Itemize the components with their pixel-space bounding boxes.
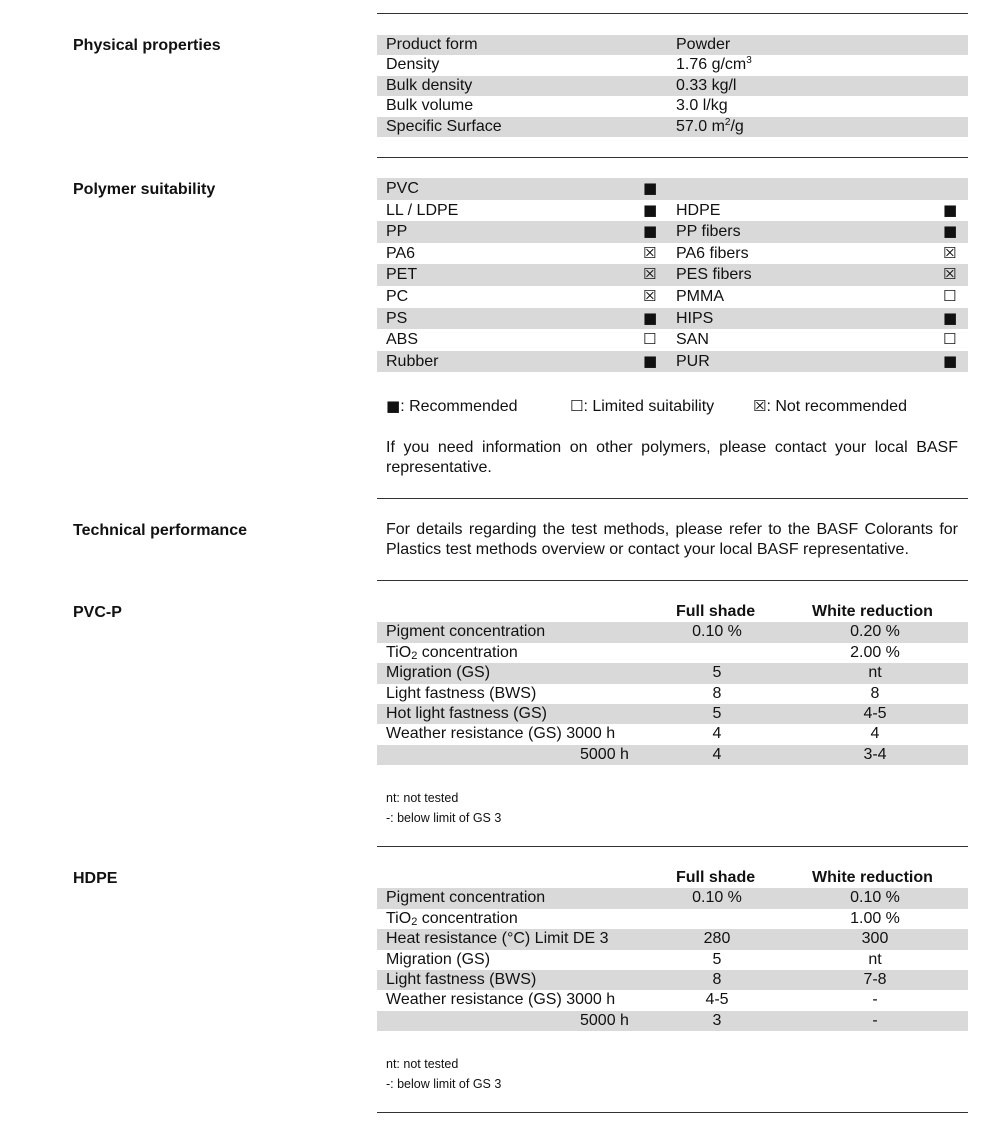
section-title-physical-properties: Physical properties bbox=[73, 37, 221, 54]
polymer-label: PC bbox=[386, 287, 409, 305]
property-value: 0.33 kg/l bbox=[676, 76, 737, 94]
table-row bbox=[377, 888, 968, 908]
suitability-icon: ■ bbox=[943, 308, 958, 327]
suitability-icon: ■ bbox=[943, 222, 958, 241]
full-shade-value: 5 bbox=[712, 950, 722, 968]
suitability-icon: ■ bbox=[643, 308, 658, 327]
full-shade-value: 8 bbox=[712, 684, 722, 702]
table-row bbox=[377, 351, 968, 373]
table-row bbox=[377, 55, 968, 75]
legend-limited: ☐: Limited suitability bbox=[570, 397, 715, 415]
divider bbox=[377, 498, 968, 499]
table-row bbox=[377, 221, 968, 243]
property-value: Powder bbox=[676, 36, 731, 53]
divider-top bbox=[377, 13, 968, 14]
white-reduction-value: 4 bbox=[870, 725, 880, 743]
table-row bbox=[377, 117, 968, 137]
property-value: 57.0 $m^2/g$ bbox=[676, 116, 744, 135]
row-label: Light fastness (BWS) bbox=[386, 684, 537, 702]
full-shade-value: 3 bbox=[712, 1011, 722, 1029]
white-reduction-value: 0.20 % bbox=[850, 623, 900, 641]
table-row bbox=[377, 929, 968, 949]
table-row bbox=[377, 909, 968, 929]
table-row bbox=[377, 1011, 968, 1031]
legend-not-recommended: ☒: Not recommended bbox=[753, 397, 907, 415]
note-not-tested: nt: not tested bbox=[386, 1057, 459, 1071]
pvc-p-table bbox=[377, 602, 968, 765]
row-label: Pigment concentration bbox=[386, 889, 546, 907]
full-shade-value: 4 bbox=[712, 725, 722, 743]
suitability-icon: ☒ bbox=[643, 286, 657, 305]
table-row bbox=[377, 684, 968, 704]
table-row bbox=[377, 200, 968, 222]
property-value: 1.76 $g/cm^3$ bbox=[676, 55, 752, 74]
table-row bbox=[377, 663, 968, 683]
polymer-suitability-table bbox=[377, 178, 968, 372]
divider bbox=[377, 580, 968, 581]
note-below-limit: -: below limit of GS 3 bbox=[386, 811, 502, 825]
suitability-icon: ☒ bbox=[943, 243, 957, 262]
polymer-contact-note: If you need information on other polymers, please contact your local BASF representative. bbox=[386, 439, 958, 477]
polymer-label: ABS bbox=[386, 331, 419, 349]
white-reduction-value: 1.00 % bbox=[850, 909, 900, 927]
section-title-pvc-p: PVC-P bbox=[73, 604, 122, 621]
table-row bbox=[377, 96, 968, 116]
polymer-label: PMMA bbox=[676, 287, 724, 305]
polymer-label: PUR bbox=[676, 352, 710, 370]
column-header-full-shade: Full shade bbox=[676, 603, 756, 620]
full-shade-value: 8 bbox=[712, 970, 722, 988]
white-reduction-value: nt bbox=[868, 664, 882, 682]
divider-bottom bbox=[377, 1112, 968, 1113]
full-shade-value: 0.10 % bbox=[692, 889, 742, 907]
row-label: Weather resistance (GS) 3000 h bbox=[386, 725, 616, 743]
suitability-icon: ■ bbox=[643, 222, 658, 241]
divider bbox=[377, 846, 968, 847]
full-shade-value: 4-5 bbox=[705, 991, 729, 1009]
white-reduction-value: 3-4 bbox=[863, 745, 887, 763]
polymer-label: PP fibers bbox=[676, 223, 741, 241]
white-reduction-value: 8 bbox=[870, 684, 880, 702]
table-row bbox=[377, 970, 968, 990]
suitability-icon: ☒ bbox=[643, 243, 657, 262]
white-reduction-value: - bbox=[872, 991, 878, 1009]
column-header-full-shade: Full shade bbox=[676, 869, 756, 886]
white-reduction-value: 4-5 bbox=[863, 704, 887, 722]
section-title-polymer-suitability: Polymer suitability bbox=[73, 181, 216, 198]
row-label: Heat resistance (°C) Limit DE 3 bbox=[386, 930, 609, 948]
table-row bbox=[377, 643, 968, 663]
hdpe-table bbox=[377, 868, 968, 1031]
polymer-label: PES fibers bbox=[676, 266, 752, 284]
table-row bbox=[377, 724, 968, 744]
row-label: 5000 h bbox=[580, 745, 629, 763]
polymer-label: PET bbox=[386, 266, 418, 284]
row-label: Migration (GS) bbox=[386, 664, 491, 682]
full-shade-value: 280 bbox=[703, 930, 731, 948]
section-title-technical-performance: Technical performance bbox=[73, 522, 247, 539]
suitability-icon: ☒ bbox=[943, 265, 957, 284]
suitability-icon: ☐ bbox=[943, 286, 957, 305]
suitability-icon: ■ bbox=[643, 200, 658, 219]
white-reduction-value: nt bbox=[868, 950, 882, 968]
column-header-white-reduction: White reduction bbox=[812, 603, 933, 620]
note-not-tested: nt: not tested bbox=[386, 791, 459, 805]
white-reduction-value: 300 bbox=[861, 930, 889, 948]
technical-performance-text: For details regarding the test methods, please refer to the BASF Colorants for Plastics test methods overview or contact your local BASF representative. bbox=[386, 521, 958, 559]
table-row bbox=[377, 950, 968, 970]
polymer-label: PA6 fibers bbox=[676, 244, 749, 262]
row-label: Pigment concentration bbox=[386, 623, 546, 641]
polymer-label: PVC bbox=[386, 180, 419, 197]
polymer-label: Rubber bbox=[386, 352, 439, 370]
suitability-icon: ■ bbox=[643, 179, 658, 197]
property-label: Product form bbox=[386, 36, 478, 53]
table-row bbox=[377, 990, 968, 1010]
polymer-label: HDPE bbox=[676, 201, 721, 219]
table-row bbox=[377, 745, 968, 765]
full-shade-value: 5 bbox=[712, 664, 722, 682]
full-shade-value: 5 bbox=[712, 704, 722, 722]
table-row bbox=[377, 286, 968, 308]
polymer-label: PA6 bbox=[386, 244, 416, 262]
suitability-icon: ■ bbox=[943, 351, 958, 370]
table-row bbox=[377, 243, 968, 265]
table-row bbox=[377, 329, 968, 351]
white-reduction-value: 2.00 % bbox=[850, 643, 900, 661]
recommended-icon: ■ bbox=[386, 397, 401, 415]
row-label: Migration (GS) bbox=[386, 950, 491, 968]
table-row bbox=[377, 622, 968, 642]
white-reduction-value: - bbox=[872, 1011, 878, 1029]
suitability-icon: ■ bbox=[943, 200, 958, 219]
polymer-label: PS bbox=[386, 309, 408, 327]
table-row bbox=[377, 178, 968, 200]
table-row bbox=[377, 308, 968, 330]
limited-icon: ☐ bbox=[570, 397, 584, 415]
divider bbox=[377, 157, 968, 158]
row-label: TiO$_2$ concentration bbox=[386, 643, 518, 662]
table-header bbox=[377, 602, 968, 622]
row-label: TiO$_2$ concentration bbox=[386, 909, 518, 928]
full-shade-value: 0.10 % bbox=[692, 623, 742, 641]
table-row bbox=[377, 35, 968, 55]
suitability-icon: ☒ bbox=[643, 265, 657, 284]
suitability-icon: ☐ bbox=[943, 330, 957, 349]
property-label: Bulk volume bbox=[386, 97, 474, 115]
legend-recommended: ■: Recommended bbox=[386, 397, 518, 415]
table-row bbox=[377, 76, 968, 96]
white-reduction-value: 0.10 % bbox=[850, 889, 900, 907]
row-label: Hot light fastness (GS) bbox=[386, 704, 547, 722]
column-header-white-reduction: White reduction bbox=[812, 869, 933, 886]
row-label: Weather resistance (GS) 3000 h bbox=[386, 991, 616, 1009]
polymer-label: LL / LDPE bbox=[386, 201, 459, 219]
table-row bbox=[377, 264, 968, 286]
physical-properties-table bbox=[377, 35, 968, 137]
polymer-label: SAN bbox=[676, 331, 709, 349]
polymer-label: HIPS bbox=[676, 309, 714, 327]
table-row bbox=[377, 704, 968, 724]
property-label: Density bbox=[386, 56, 440, 74]
not-recommended-icon: ☒ bbox=[753, 397, 767, 415]
suitability-icon: ■ bbox=[643, 351, 658, 370]
full-shade-value: 4 bbox=[712, 745, 722, 763]
property-value: 3.0 l/kg bbox=[676, 97, 728, 115]
polymer-label: PP bbox=[386, 223, 408, 241]
property-label: Bulk density bbox=[386, 76, 473, 94]
note-below-limit: -: below limit of GS 3 bbox=[386, 1077, 502, 1091]
table-header bbox=[377, 868, 968, 888]
row-label: 5000 h bbox=[580, 1011, 629, 1029]
white-reduction-value: 7-8 bbox=[863, 970, 887, 988]
section-title-hdpe: HDPE bbox=[73, 870, 118, 887]
suitability-icon: ☐ bbox=[643, 330, 657, 349]
property-label: Specific Surface bbox=[386, 117, 502, 135]
row-label: Light fastness (BWS) bbox=[386, 970, 537, 988]
